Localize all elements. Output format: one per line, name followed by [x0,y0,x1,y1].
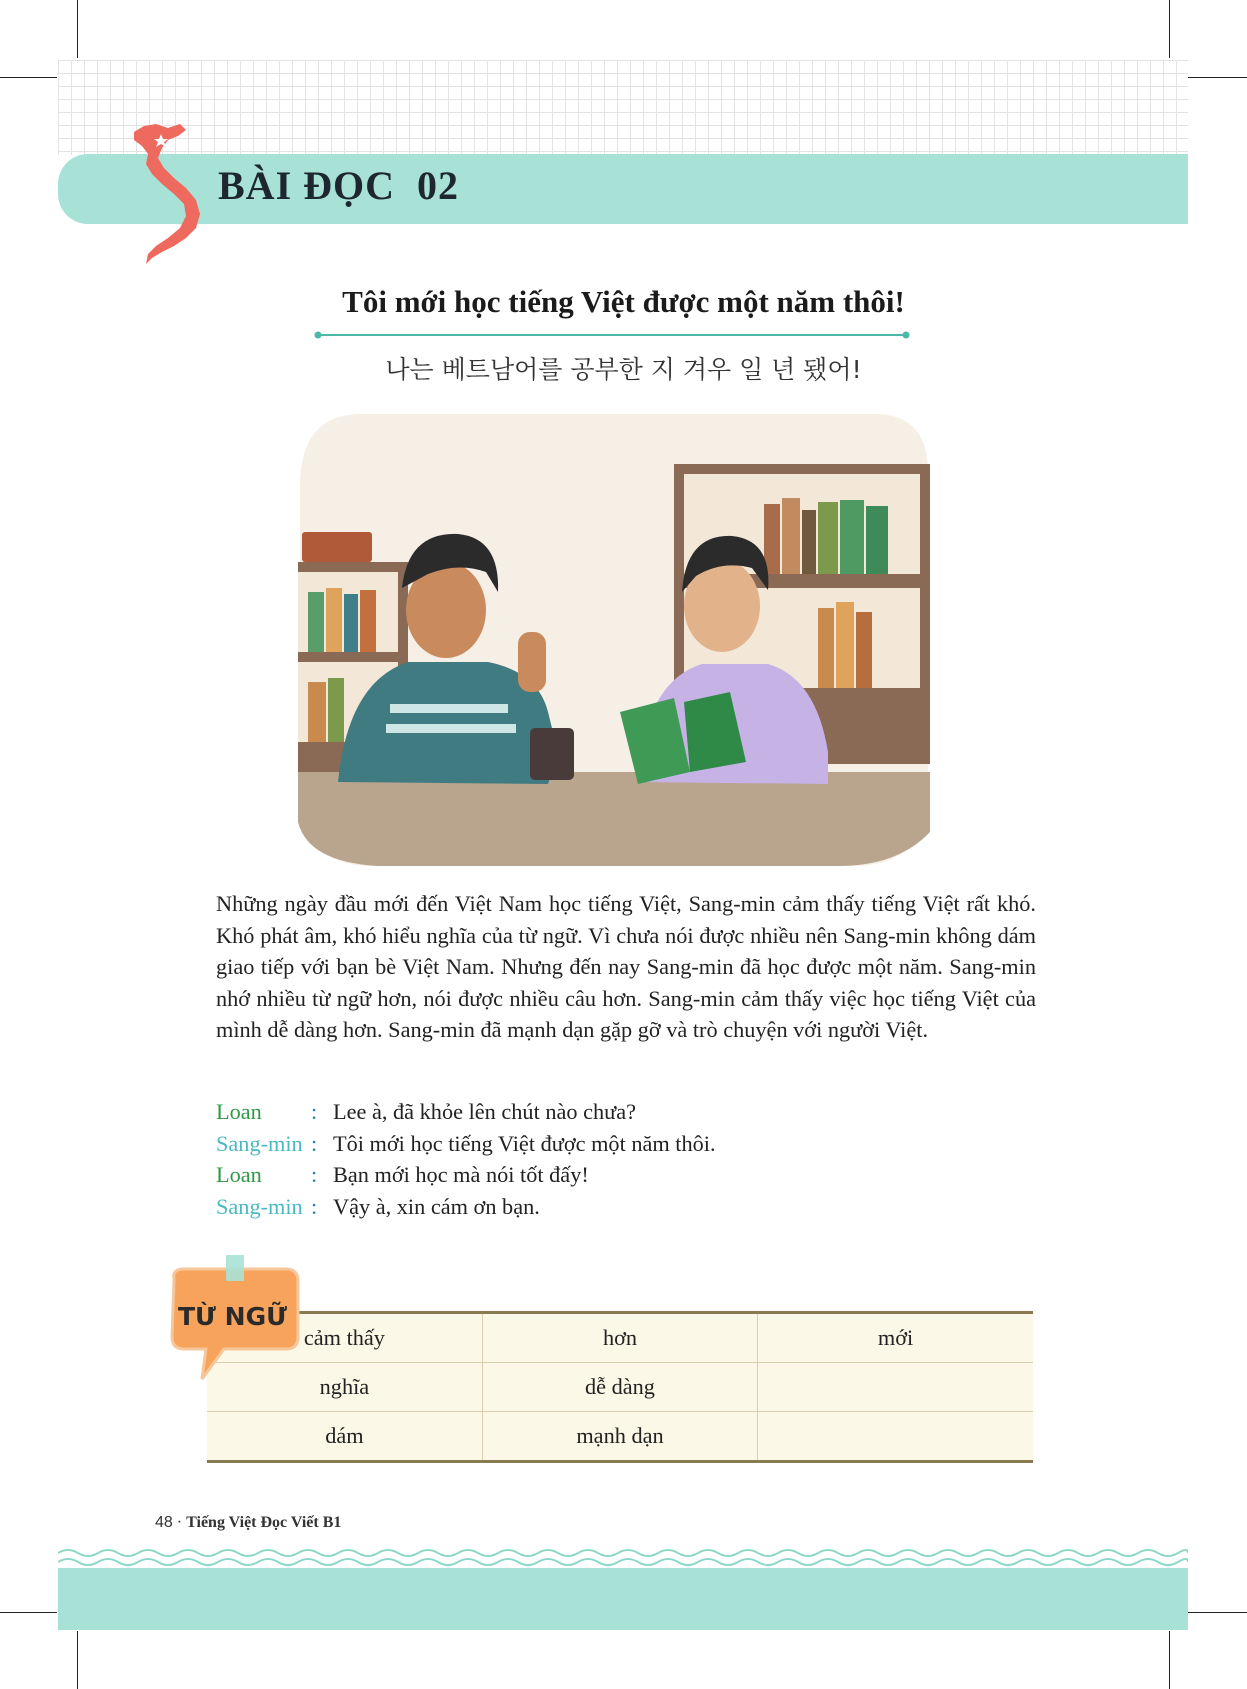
vocab-cell: mới [758,1313,1033,1363]
vocab-cell: dám [325,1423,364,1448]
speaker-colon: : [311,1193,318,1219]
crop-mark [0,1612,57,1613]
dialogue [216,1096,716,1222]
crop-mark [1169,0,1170,58]
reading-paragraph: Những ngày đầu mới đến Việt Nam học tiếng Việt, Sang-min cảm thấy tiếng Việt rất khó. Khó phát âm, khó hiểu nghĩa của từ ngữ. Vì chưa nói được nhiều nên Sang-min không dám giao tiếp với bạn bè Việt Nam. Nhưng đến nay Sang-min đã học được một năm. Sang-min nhớ nhiều từ ngữ hơn, nói được nhiều câu hơn. Sang-min cảm thấy việc học tiếng Việt của mình dễ dàng hơn. Sang-min đã mạnh dạn gặp gỡ và trò chuyện với người Việt. [216,891,1036,1042]
title-underline [313,330,911,340]
lesson-title: Tôi mới học tiếng Việt được một năm thôi! [342,284,905,319]
dialogue-line [216,1128,716,1160]
page-number: 48 [155,1514,173,1531]
vocab-cell [758,1363,1033,1412]
study-illustration [298,412,930,868]
vocab-cell: cảm thấy [207,1313,482,1363]
dialogue-line [216,1191,716,1223]
book-title: Tiếng Việt Đọc Viết B1 [186,1514,342,1531]
footer-band [58,1568,1188,1630]
lesson-label: BÀI ĐỌC 02 [218,163,460,208]
table-row [207,1363,1033,1412]
dialogue-text: Lee à, đã khỏe lên chút nào chưa? [333,1099,637,1124]
vocab-cell: nghĩa [207,1363,482,1412]
dialogue-line [216,1096,716,1128]
speaker-name: Loan [216,1162,262,1187]
dialogue-line [216,1159,716,1191]
vocab-cell [758,1412,1033,1462]
crop-mark [77,1631,78,1689]
crop-mark [1169,1631,1170,1689]
speaker-colon: : [311,1130,318,1156]
crop-mark [77,0,78,58]
dialogue-text: Bạn mới học mà nói tốt đấy! [333,1162,589,1187]
crop-mark [1188,1612,1247,1613]
dialogue-text: Vậy à, xin cám ơn bạn. [333,1193,540,1219]
speaker-colon: : [311,1162,318,1187]
speaker-name: Sang-min [216,1193,303,1219]
footer-separator: · [176,1514,183,1531]
crop-mark [1188,77,1247,78]
table-row [207,1313,1033,1363]
speaker-name: Loan [216,1099,262,1124]
vocabulary-badge-label: TỪ NGỮ [178,1302,287,1331]
vocab-cell: mạnh dạn [482,1412,757,1462]
page-footer [155,1514,341,1532]
lesson-subtitle: 나는 베트남어를 공부한 지 겨우 일 년 됐어! [385,355,862,384]
vocabulary-table [207,1311,1033,1463]
crop-mark [0,77,57,78]
dialogue-text: Tôi mới học tiếng Việt được một năm thôi. [333,1130,716,1156]
vocab-cell: hơn [482,1313,757,1363]
footer-wave-decoration [58,1547,1188,1569]
speaker-colon: : [311,1099,318,1124]
header-grid-background [58,60,1188,155]
vietnam-map-icon [128,118,208,268]
speaker-name: Sang-min [216,1130,303,1156]
table-row [207,1412,1033,1462]
vocab-cell: dễ dàng [482,1363,757,1412]
